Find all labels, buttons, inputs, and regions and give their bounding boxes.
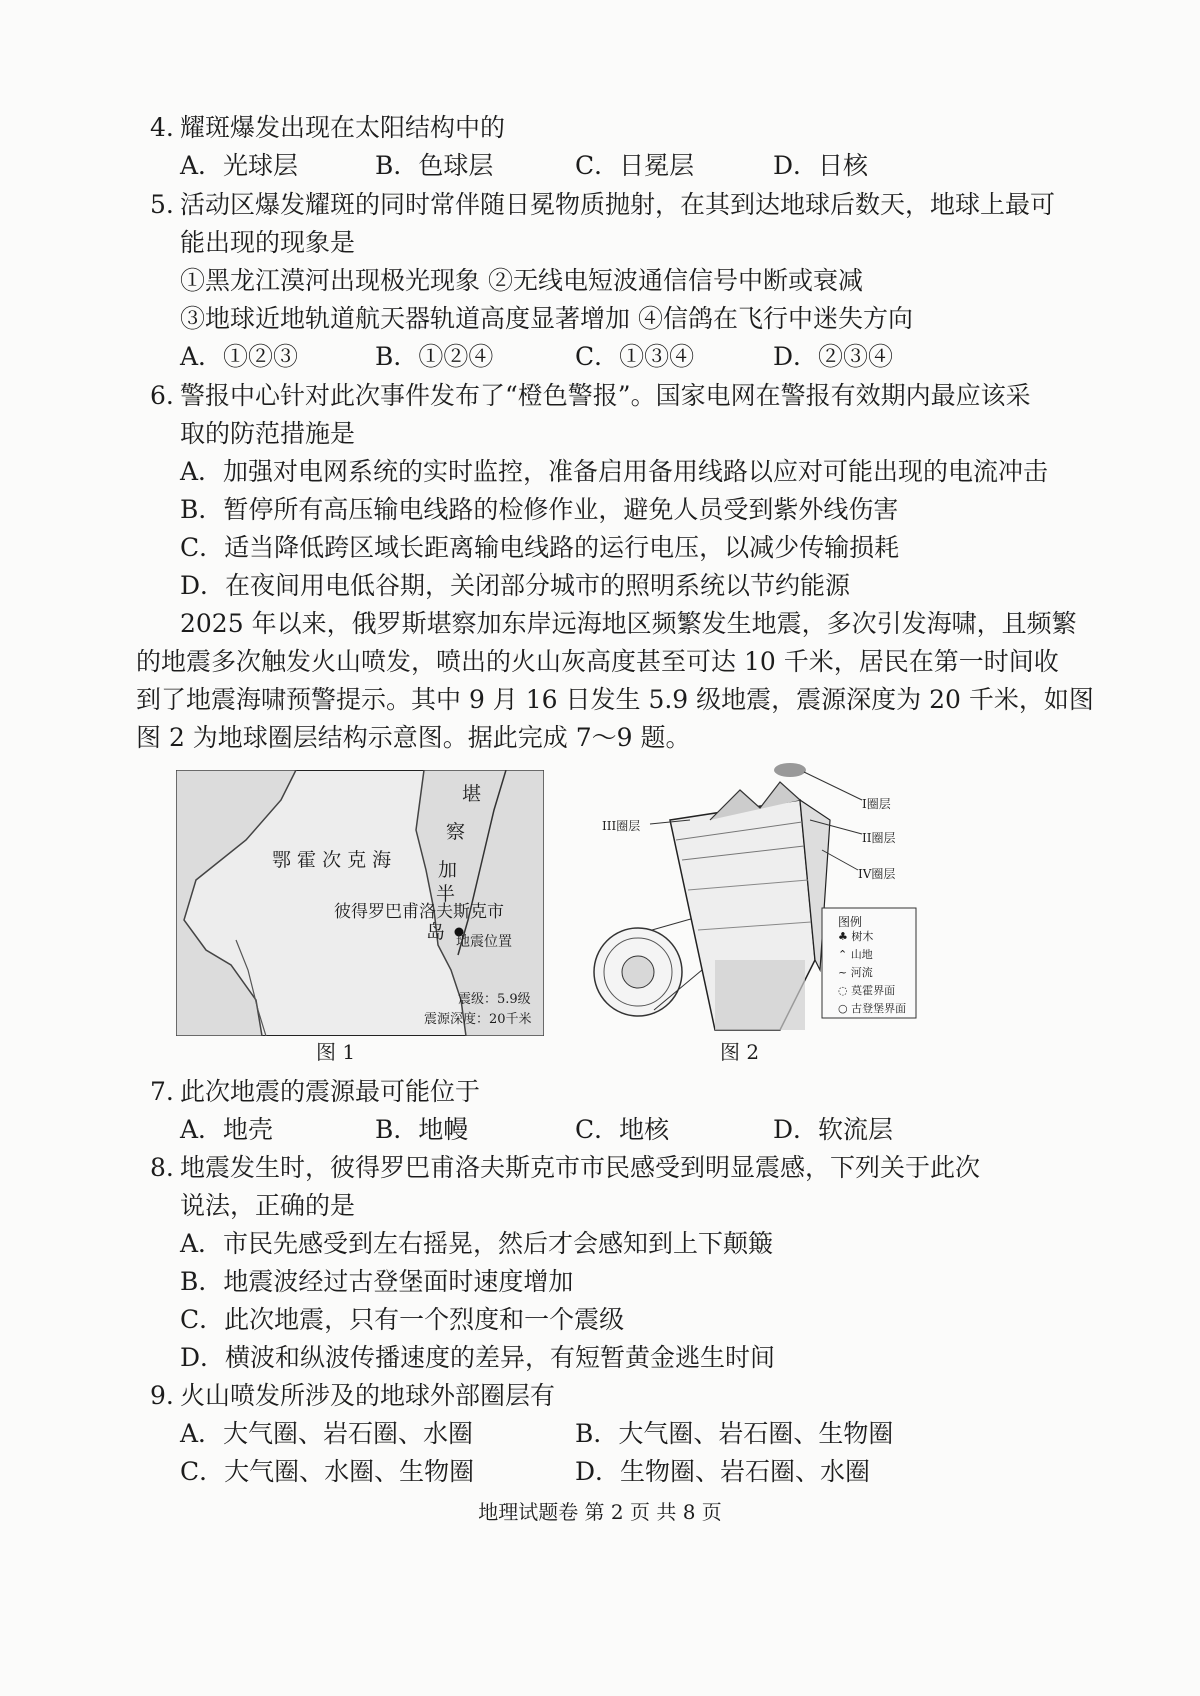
legend-item-tree: [838, 928, 873, 946]
question-5-stem-line1: 活动区爆发耀斑的同时常伴随日冕物质抛射，在其到达地球后数天，地球上最可: [180, 190, 1056, 219]
figure-1-map: [176, 770, 544, 1036]
question-6-option-a: A．加强对电网系统的实时监控，准备启用备用线路以应对可能出现的电流冲击: [180, 457, 1049, 486]
question-7-option-c: C．地核: [575, 1115, 670, 1144]
passage-line-2: 的地震多次触发火山喷发，喷出的火山灰高度甚至可达 10 千米，居民在第一时间收: [136, 647, 1059, 676]
circle-icon: ○: [838, 1002, 848, 1015]
question-5-stem-line2: 能出现的现象是: [180, 228, 356, 257]
question-4-option-d: D．日核: [773, 151, 869, 180]
legend-item-river-label: 河流: [850, 966, 873, 979]
dashed-circle-icon: ◌: [838, 984, 848, 997]
layer-2-label: II圈层: [862, 831, 896, 845]
question-4-option-c: C．日冕层: [575, 151, 695, 180]
peninsula-char-5: 岛: [426, 921, 446, 943]
question-9-option-d: D．生物圈、岩石圈、水圈: [575, 1457, 871, 1486]
question-9-option-b: B．大气圈、岩石圈、生物圈: [575, 1419, 894, 1448]
question-7-option-d: D．软流层: [773, 1115, 894, 1144]
legend-item-gutenberg-label: 古登堡界面: [851, 1002, 907, 1015]
peninsula-char-4: 半: [436, 883, 456, 905]
question-6-option-d: D．在夜间用电低谷期，关闭部分城市的照明系统以节约能源: [180, 571, 851, 600]
question-7-stem: 此次地震的震源最可能位于: [180, 1077, 481, 1106]
question-6-stem-line2: 取的防范措施是: [180, 419, 356, 448]
legend-item-gutenberg: [838, 1000, 906, 1018]
layer-1-label: I圈层: [862, 797, 891, 811]
question-4-option-b: B．色球层: [375, 151, 494, 180]
question-9-option-c: C．大气圈、水圈、生物圈: [180, 1457, 475, 1486]
peninsula-char-1: 堪: [462, 783, 482, 805]
question-5-option-a: A．①②③: [180, 342, 299, 371]
question-9-stem: 火山喷发所涉及的地球外部圈层有: [180, 1381, 556, 1410]
question-7-number: 7.: [150, 1077, 174, 1106]
passage-line-4: 图 2 为地球圈层结构示意图。据此完成 7～9 题。: [136, 723, 691, 752]
question-5-option-d: D．②③④: [773, 342, 894, 371]
passage-line-3: 到了地震海啸预警提示。其中 9 月 16 日发生 5.9 级地震，震源深度为 20 千米，如图: [136, 685, 1094, 714]
core-pattern: [715, 960, 805, 1030]
tree-icon: ♣: [838, 930, 848, 943]
question-8-option-c: C．此次地震，只有一个烈度和一个震级: [180, 1305, 625, 1334]
layer-3-label: III圈层: [602, 819, 641, 833]
question-8-option-b: B．地震波经过古登堡面时速度增加: [180, 1267, 574, 1296]
question-6-option-c: C．适当降低跨区域长距离输电线路的运行电压，以减少传输损耗: [180, 533, 900, 562]
question-9-option-a: A．大气圈、岩石圈、水圈: [180, 1419, 474, 1448]
gutenberg-circle: [622, 956, 654, 988]
mountain-icon: ⌃: [838, 948, 848, 961]
depth-label: 震源深度：20千米: [424, 1012, 532, 1027]
cloud-shape: [774, 763, 806, 777]
legend-item-mountain: [838, 946, 873, 964]
figure-2-diagram: [590, 760, 930, 1040]
question-8-stem-line2: 说法，正确的是: [180, 1191, 356, 1220]
question-5-option-b: B．①②④: [375, 342, 494, 371]
city-label: 彼得罗巴甫洛夫斯克市: [334, 902, 504, 922]
question-5-option-c: C．①③④: [575, 342, 695, 371]
legend-item-river: [838, 964, 873, 982]
question-9-number: 9.: [150, 1381, 174, 1410]
figure-2-caption: 图 2: [720, 1040, 760, 1064]
okhotsk-sea-label: 鄂 霍 次 克 海: [272, 849, 392, 871]
magnitude-label: 震级：5.9级: [458, 992, 531, 1007]
legend-item-mountain-label: 山地: [850, 948, 873, 961]
question-8-option-a: A．市民先感受到左右摇晃，然后才会感知到上下颠簸: [180, 1229, 774, 1258]
question-6-number: 6.: [150, 381, 174, 410]
question-4-option-a: A．光球层: [180, 151, 299, 180]
figure-1-caption: 图 1: [316, 1040, 356, 1064]
legend-item-tree-label: 树木: [851, 930, 874, 943]
peninsula-char-2: 察: [446, 821, 466, 843]
question-6-stem-line1: 警报中心针对此次事件发布了“橙色警报”。国家电网在警报有效期内最应该采: [180, 381, 1031, 410]
question-7-option-a: A．地壳: [180, 1115, 274, 1144]
quake-location-label: 地震位置: [456, 934, 512, 950]
question-5-number: 5.: [150, 190, 174, 219]
peninsula-char-3: 加: [438, 859, 458, 881]
legend-title: 图例: [838, 915, 863, 929]
question-8-option-d: D．横波和纵波传播速度的差异，有短暂黄金逃生时间: [180, 1343, 776, 1372]
arrow-to-layer1: [804, 772, 862, 800]
legend-item-moho: [838, 982, 895, 1000]
question-7-option-b: B．地幔: [375, 1115, 469, 1144]
question-6-option-b: B．暂停所有高压输电线路的检修作业，避免人员受到紫外线伤害: [180, 495, 899, 524]
question-4-number: 4.: [150, 113, 174, 142]
question-4-stem: 耀斑爆发出现在太阳结构中的: [180, 113, 506, 142]
question-5-items-line2: ③地球近地轨道航天器轨道高度显著增加 ④信鸽在飞行中迷失方向: [180, 304, 913, 333]
legend-item-moho-label: 莫霍界面: [851, 984, 896, 997]
river-icon: ~: [838, 966, 848, 979]
page-footer: 地理试题卷 第 2 页 共 8 页: [478, 1500, 722, 1524]
question-5-items-line1: ①黑龙江漠河出现极光现象 ②无线电短波通信信号中断或衰减: [180, 266, 863, 295]
question-8-number: 8.: [150, 1153, 174, 1182]
passage-line-1: 2025 年以来，俄罗斯堪察加东岸远海地区频繁发生地震，多次引发海啸，且频繁: [180, 609, 1077, 638]
question-8-stem-line1: 地震发生时，彼得罗巴甫洛夫斯克市市民感受到明显震感，下列关于此次: [180, 1153, 981, 1182]
layer-4-label: IV圈层: [858, 867, 896, 881]
